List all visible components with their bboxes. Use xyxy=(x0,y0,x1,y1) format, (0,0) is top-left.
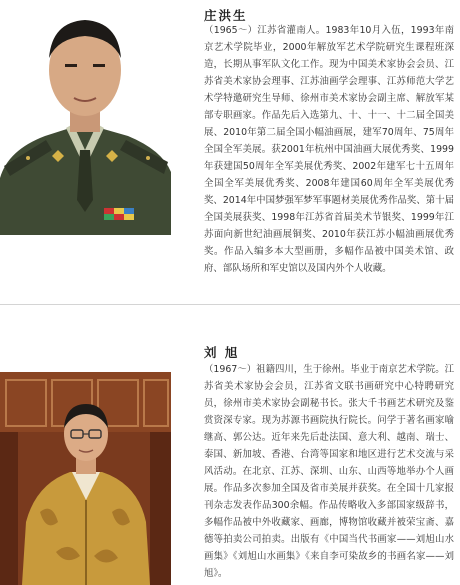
portrait-zhuang-hongsheng xyxy=(0,0,171,235)
artist-name: 庄洪生 xyxy=(204,8,248,23)
portrait-liu-xu xyxy=(0,372,171,585)
artist-biography: （1965～）江苏省灌南人。1983年10月入伍，1993年南京艺术学院毕业，2000年解放军艺术学院研究生课程班深造，长期从事军队文化工作。现为中国美术家协会会员、江苏省美术家协会理事、江苏油画学会理事、江苏师范大学艺术学特邀研究生导师、徐州市美术家协会副主席、解放军某部专职画家。作品先后入选第九、十、十一、十二届全国美展、2010年第二届全国小幅油画展，建军70周年、75周年全国全军美展。获2001年杭州中国油画大展优秀奖、1999年获建国50周年全军美展优秀奖、2002年建军七十五周年全国全军美展优秀奖、2008年建国60周年全军美展优秀奖、2014年中国梦强军梦军事题材美展优秀作品奖、第十届全国美展获奖、1998年江苏省首届美术节银奖、1999年江苏面向新世纪油画展铜奖、2010年获江苏小幅油画展优秀奖。作品入编多本大型画册，多幅作品被中国美术馆、政府、部队场所和军史馆以及国内外个人收藏。 xyxy=(204,25,454,274)
artist-biography: （1967～）祖籍四川，生于徐州。毕业于南京艺术学院。江苏省美术家协会会员，江苏省文联书画研究中心特聘研究员，徐州市美术家协会副秘书长。张大千书画艺术研究及鉴赏资深专家。现为苏源书画院执行院长。问学于著名画家喻继高、郭公达。近年来先后赴法国、意大利、越南、瑞士、泰国、新加坡、香港、台湾等国家和地区进行艺术交流与采风活动。在北京、江苏、深圳、山东、山西等地举办个人画展。作品多次参加全国及省市美展并获奖。在全国十几家报刊杂志发表作品300余幅。作品传略收入多部国家级辞书，多幅作品被中外收藏家、画廊，博物馆收藏并被荣宝斋、嘉德等拍卖公司拍卖。出版有《中国当代书画家——刘旭山水画集》《刘旭山水画集》《来自李可染故乡的书画名家——刘旭》。 xyxy=(204,364,454,579)
section-divider xyxy=(0,304,460,305)
artist-name: 刘 旭 xyxy=(204,345,240,360)
